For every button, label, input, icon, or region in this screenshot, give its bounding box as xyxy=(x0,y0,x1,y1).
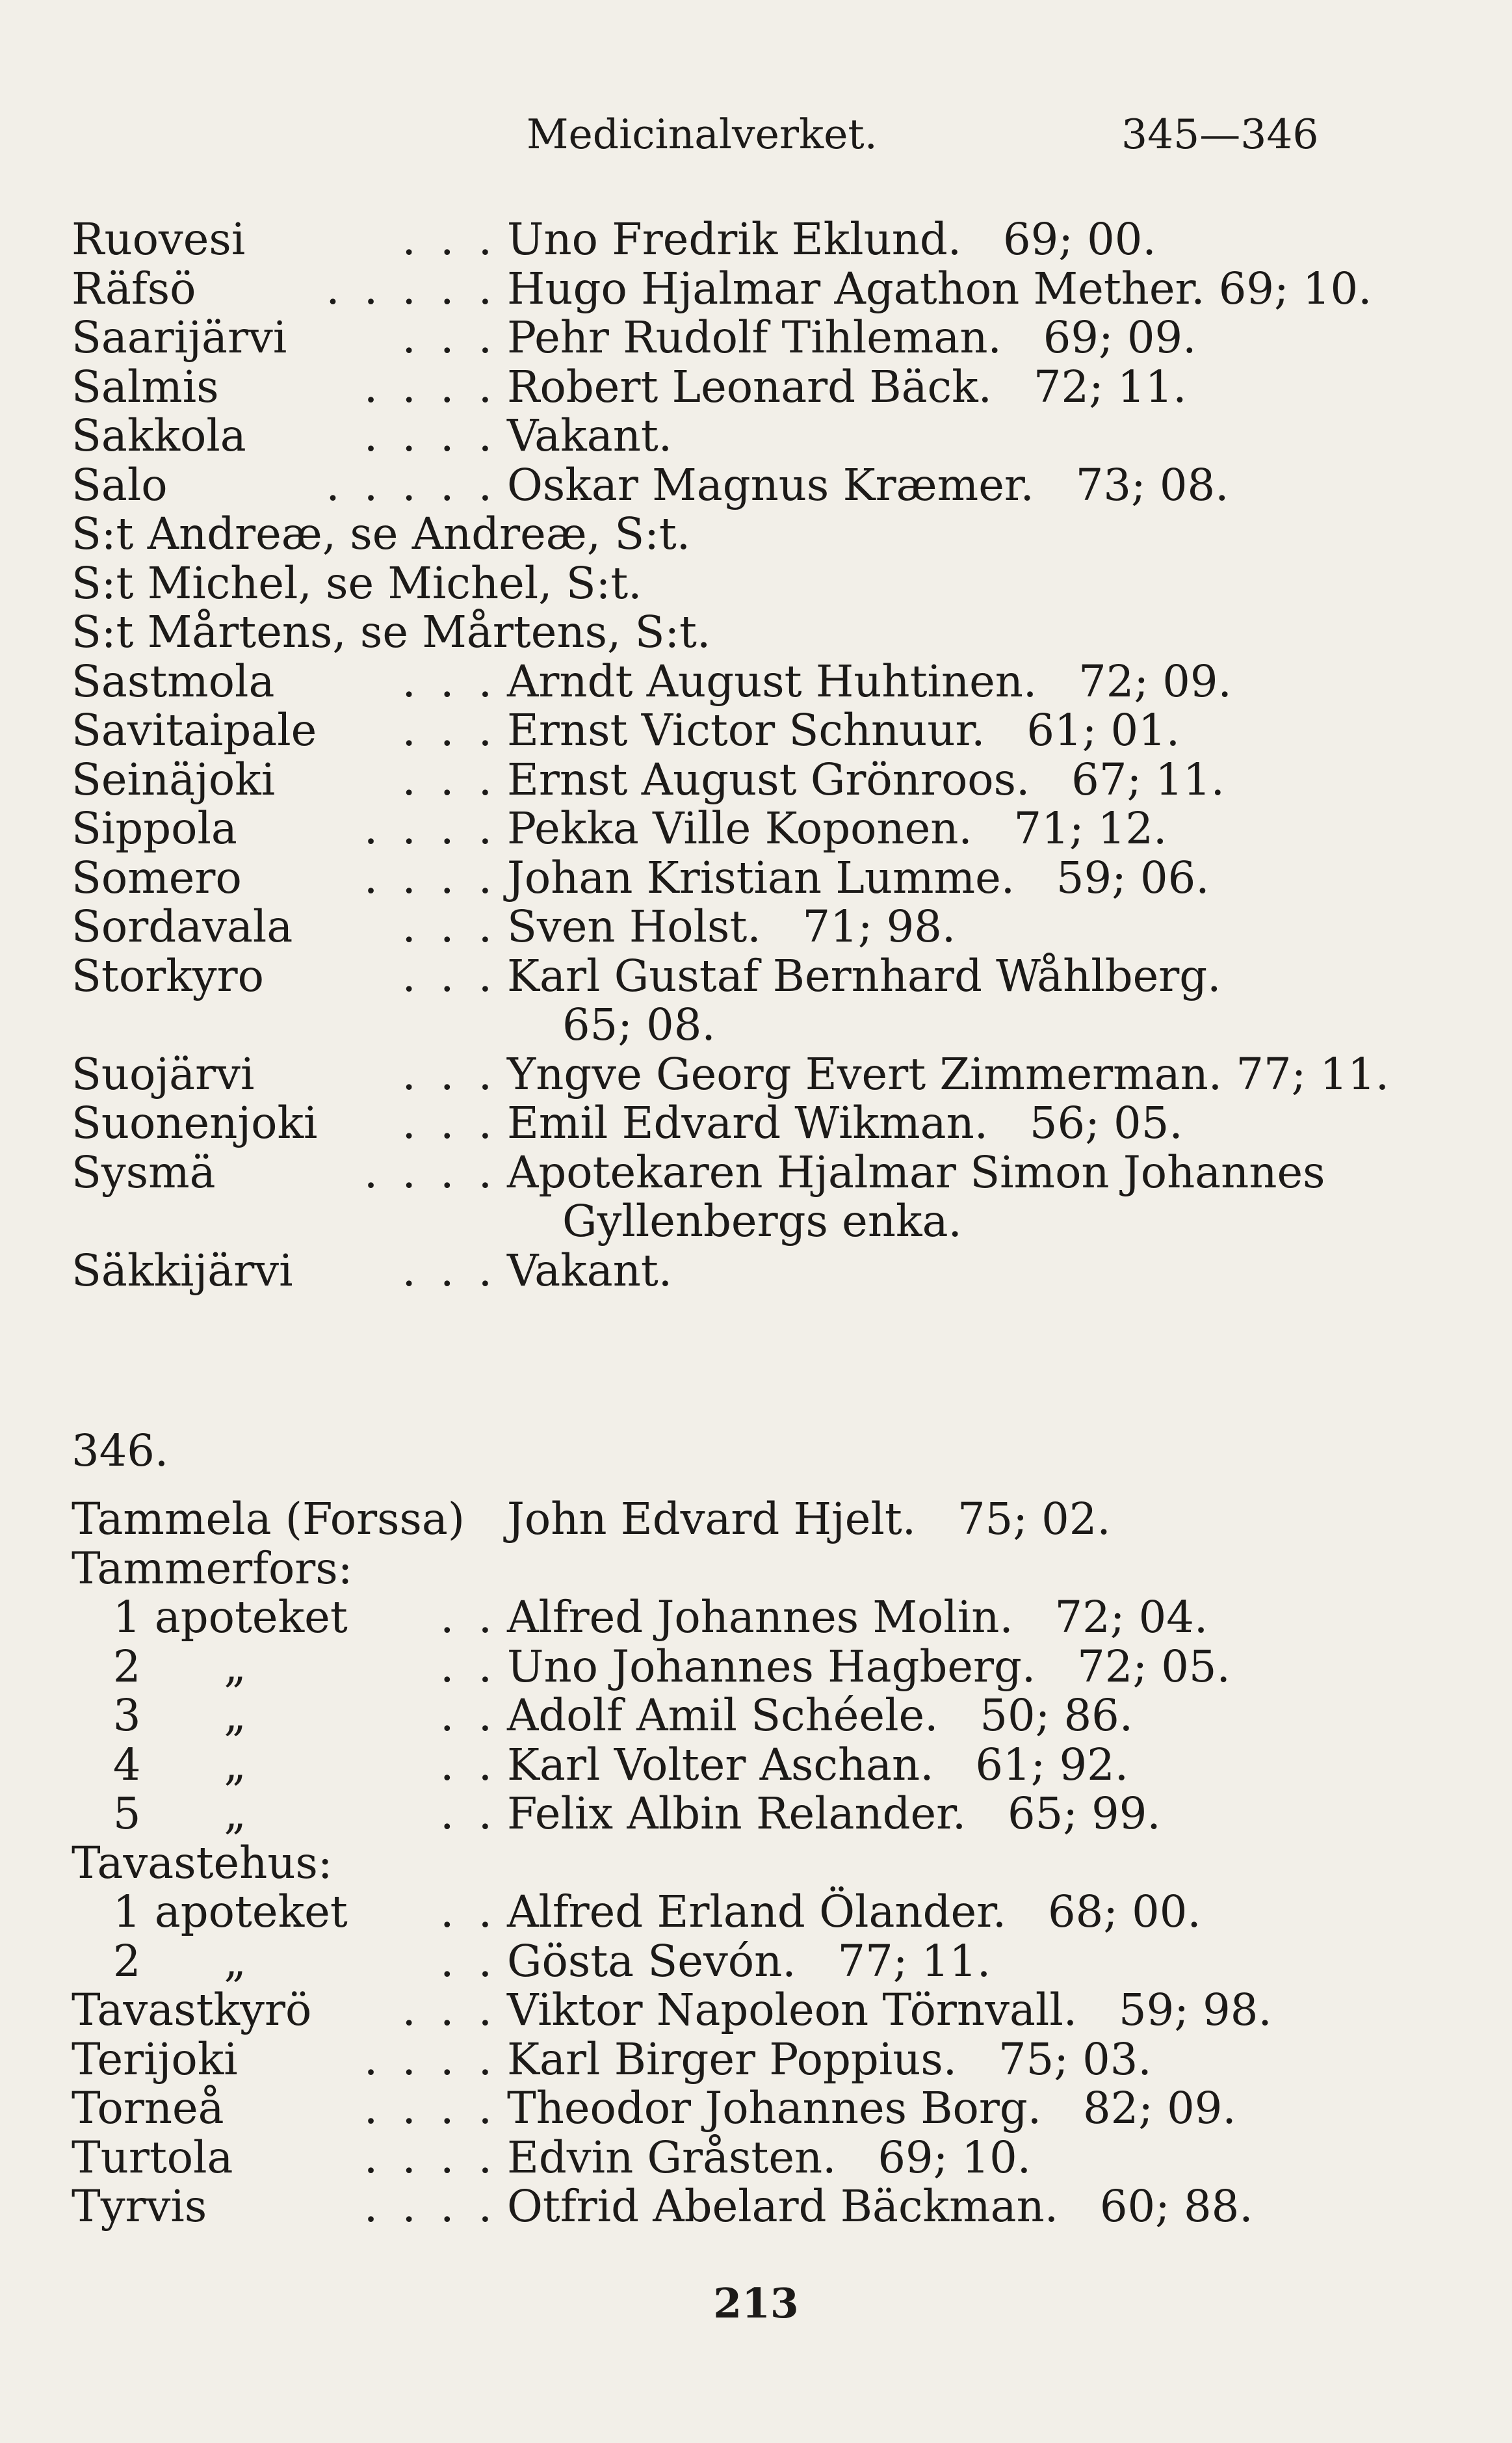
leader-dots: . . . xyxy=(402,1245,497,1296)
list-item xyxy=(72,1246,1372,1295)
pharmacist-entry: Karl Birger Poppius. 75; 03. xyxy=(507,2033,1152,2085)
leader-dots: . . . xyxy=(402,901,497,952)
list-item xyxy=(72,411,1372,460)
pharmacist-entry: Pehr Rudolf Tihleman. 69; 09. xyxy=(507,312,1197,363)
place-name: Saarijärvi xyxy=(72,312,287,363)
pharmacist-entry: Edvin Gråsten. 69; 10. xyxy=(507,2132,1031,2183)
list-item xyxy=(72,559,1372,608)
leader-dots: . . . . xyxy=(363,2033,497,2085)
cross-reference: S:t Andreæ, se Andreæ, S:t. xyxy=(72,508,691,559)
place-name: 3 „ xyxy=(72,1690,247,1741)
place-name: Tyrvis xyxy=(72,2181,207,2232)
pharmacist-entry: Sven Holst. 71; 98. xyxy=(507,901,956,952)
list-item xyxy=(72,1887,1372,1936)
pharmacist-entry: Theodor Johannes Borg. 82; 09. xyxy=(507,2083,1236,2133)
list-item xyxy=(72,1494,1372,1544)
leader-dots: . . xyxy=(440,1739,497,1790)
list-item xyxy=(72,1691,1372,1740)
pharmacist-entry: Adolf Amil Schéele. 50; 86. xyxy=(507,1690,1134,1741)
place-name: 5 „ xyxy=(72,1788,247,1839)
leader-dots: . . . . xyxy=(363,2181,497,2232)
place-name: Räfsö xyxy=(72,263,196,314)
leader-dots: . . . . xyxy=(363,361,497,412)
place-name: Sastmola xyxy=(72,655,275,707)
leader-dots: . . . xyxy=(402,1985,497,2035)
leader-dots: . . . . xyxy=(363,410,497,461)
leader-dots: . . . . . xyxy=(326,459,497,510)
leader-dots: . . . . xyxy=(363,803,497,854)
pharmacist-entry: Karl Gustaf Bernhard Wåhlberg. xyxy=(507,950,1221,1001)
leader-dots: . . . xyxy=(402,312,497,363)
place-name: Sippola xyxy=(72,803,237,854)
pharmacist-entry: Gösta Sevón. 77; 11. xyxy=(507,1935,991,1987)
header-title: Medicinalverket. xyxy=(527,111,878,158)
pharmacist-entry: John Edvard Hjelt. 75; 02. xyxy=(507,1494,1111,1544)
pharmacist-entry: Ernst Victor Schnuur. 61; 01. xyxy=(507,705,1180,756)
pharmacist-entry: Alfred Johannes Molin. 72; 04. xyxy=(507,1592,1208,1643)
pharmacist-entry: Arndt August Huhtinen. 72; 09. xyxy=(507,655,1232,707)
place-name: Turtola xyxy=(72,2132,233,2183)
leader-dots: . . . xyxy=(402,1098,497,1148)
leader-dots: . . xyxy=(440,1886,497,1937)
pharmacist-entry: Oskar Magnus Kræmer. 73; 08. xyxy=(507,459,1229,510)
pharmacist-entry: Otfrid Abelard Bäckman. 60; 88. xyxy=(507,2181,1253,2232)
pharmacist-entry: Alfred Erland Ölander. 68; 00. xyxy=(507,1886,1201,1937)
leader-dots: . . xyxy=(440,1641,497,1692)
pharmacist-entry: Uno Fredrik Eklund. 69; 00. xyxy=(507,214,1156,265)
cross-reference: Tavastehus: xyxy=(72,1837,333,1888)
place-name: 1 apoteket xyxy=(72,1592,348,1643)
place-name: 4 „ xyxy=(72,1739,247,1790)
list-item xyxy=(72,853,1372,903)
list-item xyxy=(72,755,1372,804)
pharmacist-entry: Robert Leonard Bäck. 72; 11. xyxy=(507,361,1187,412)
leader-dots: . . . xyxy=(402,1048,497,1100)
leader-dots: . . . xyxy=(402,214,497,265)
pharmacist-entry: Yngve Georg Evert Zimmerman. 77; 11. xyxy=(507,1048,1390,1100)
list-item xyxy=(72,1592,1372,1642)
list-item xyxy=(72,1936,1372,1986)
place-name: 2 „ xyxy=(72,1641,247,1692)
leader-dots: . . . xyxy=(402,950,497,1001)
leader-dots: . . xyxy=(440,1592,497,1643)
place-name: Säkkijärvi xyxy=(72,1245,293,1296)
place-name: Seinäjoki xyxy=(72,754,276,805)
list-item xyxy=(72,1642,1372,1691)
page-number: 213 xyxy=(713,2279,799,2327)
list-item xyxy=(72,2083,1372,2133)
leader-dots: . . xyxy=(440,1690,497,1741)
cross-reference: S:t Mårtens, se Mårtens, S:t. xyxy=(72,607,711,657)
list-item xyxy=(72,313,1372,362)
list-item xyxy=(72,215,1372,264)
list-item xyxy=(72,1985,1372,2035)
leader-dots: . . . xyxy=(402,754,497,805)
pharmacist-entry: Johan Kristian Lumme. 59; 06. xyxy=(507,852,1210,903)
place-name: Suonenjoki xyxy=(72,1098,318,1148)
list-item xyxy=(72,2133,1372,2182)
pharmacist-entry: Uno Johannes Hagberg. 72; 05. xyxy=(507,1641,1231,1692)
place-name: Sysmä xyxy=(72,1146,216,1198)
leader-dots: . . . . xyxy=(363,2083,497,2133)
pharmacist-entry: Emil Edvard Wikman. 56; 05. xyxy=(507,1098,1183,1148)
entry-continuation: Gyllenbergs enka. xyxy=(562,1196,962,1247)
list-item xyxy=(72,1838,1372,1888)
place-name: Tammela (Forssa) xyxy=(72,1494,465,1544)
place-name: Sakkola xyxy=(72,410,246,461)
leader-dots: . . . xyxy=(402,655,497,707)
pharmacist-entry: Ernst August Grönroos. 67; 11. xyxy=(507,754,1225,805)
place-name: Savitaipale xyxy=(72,705,317,756)
leader-dots: . . . xyxy=(402,705,497,756)
list-item xyxy=(72,1048,1390,1100)
pharmacist-entry: Apotekaren Hjalmar Simon Johannes xyxy=(507,1146,1325,1198)
place-name: 1 apoteket xyxy=(72,1886,348,1937)
list-item xyxy=(72,264,1372,313)
cross-reference: Tammerfors: xyxy=(72,1542,353,1594)
pharmacist-entry: Vakant. xyxy=(507,1245,673,1296)
entry-continuation: 65; 08. xyxy=(562,999,716,1050)
pharmacist-entry: Pekka Ville Koponen. 71; 12. xyxy=(507,803,1167,854)
header-page-range: 345—346 xyxy=(1121,111,1319,158)
place-name: Sordavala xyxy=(72,901,293,952)
list-item xyxy=(72,2035,1372,2084)
list-item xyxy=(72,1098,1372,1148)
list-item xyxy=(72,1789,1372,1838)
section-heading-346: 346. xyxy=(72,1425,169,1476)
place-name: 2 „ xyxy=(72,1935,247,1987)
place-name: Tavastkyrö xyxy=(72,1985,312,2035)
place-name: Torneå xyxy=(72,2083,224,2133)
leader-dots: . . xyxy=(440,1935,497,1987)
pharmacist-entry: Vakant. xyxy=(507,410,673,461)
list-item xyxy=(72,1544,1372,1593)
pharmacist-entry: Felix Albin Relander. 65; 99. xyxy=(507,1788,1161,1839)
place-name: Ruovesi xyxy=(72,214,246,265)
list-item xyxy=(72,1000,1372,1050)
place-name: Salmis xyxy=(72,361,219,412)
leader-dots: . . . . xyxy=(363,2132,497,2183)
list-item xyxy=(72,902,1372,951)
list-item xyxy=(72,460,1372,510)
place-name: Storkyro xyxy=(72,950,265,1001)
list-item xyxy=(72,509,1372,559)
list-item xyxy=(72,951,1372,1001)
list-item xyxy=(72,706,1372,755)
list-item xyxy=(72,362,1372,412)
place-name: Terijoki xyxy=(72,2033,238,2085)
place-name: Suojärvi xyxy=(72,1048,255,1100)
place-name: Somero xyxy=(72,852,242,903)
list-item xyxy=(72,657,1372,706)
list-item xyxy=(72,1740,1372,1789)
leader-dots: . . . . . xyxy=(326,263,497,314)
place-name: Salo xyxy=(72,459,168,510)
leader-dots: . . . . xyxy=(363,1146,497,1198)
list-item xyxy=(72,1148,1372,1197)
list-item xyxy=(72,804,1372,853)
cross-reference: S:t Michel, se Michel, S:t. xyxy=(72,557,642,609)
list-item xyxy=(72,1196,1372,1246)
pharmacist-entry: Hugo Hjalmar Agathon Mether. 69; 10. xyxy=(507,263,1372,314)
leader-dots: . . xyxy=(440,1788,497,1839)
running-header xyxy=(0,111,1512,169)
list-item xyxy=(72,2182,1372,2231)
list-item xyxy=(72,607,1372,657)
leader-dots: . . . . xyxy=(363,852,497,903)
pharmacist-entry: Karl Volter Aschan. 61; 92. xyxy=(507,1739,1129,1790)
pharmacist-entry: Viktor Napoleon Törnvall. 59; 98. xyxy=(507,1985,1272,2035)
